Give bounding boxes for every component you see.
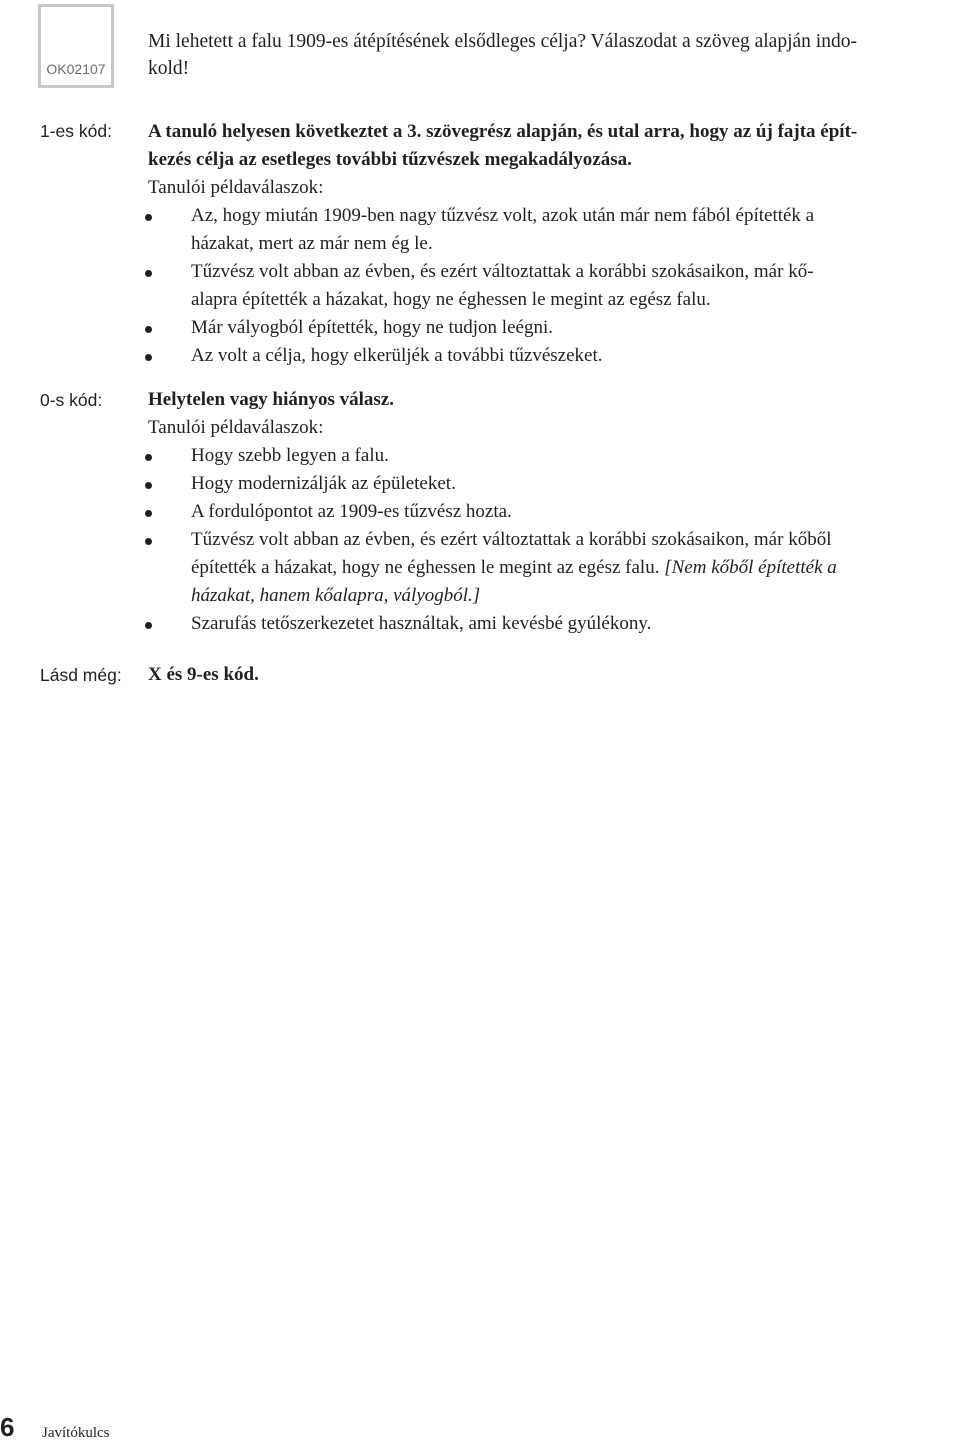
- bullet-icon: [145, 454, 152, 461]
- list-item: [148, 258, 956, 314]
- question-line: kold!: [148, 58, 190, 79]
- item-code: OK02107: [46, 61, 106, 77]
- example-text: Tűzvész volt abban az évben, és ezért változtattak a korábbi szokásaikon, már kőből: [191, 529, 832, 550]
- footer-title: Javítókulcs: [42, 1425, 110, 1441]
- list-item: [148, 202, 956, 258]
- code-1-description: A tanuló helyesen következtet a 3. szövegrész alapján, és utal arra, hogy az új fajta épít-: [148, 121, 858, 142]
- examples-heading: Tanulói példaválaszok:: [148, 177, 324, 198]
- item-code-box: [38, 4, 114, 88]
- example-text: Az volt a célja, hogy elkerüljék a további tűzvészeket.: [191, 345, 603, 366]
- code-0-label: 0-s kód:: [40, 390, 103, 410]
- bullet-icon: [145, 354, 152, 361]
- code-1-examples: [148, 202, 956, 370]
- list-item: [148, 314, 956, 342]
- example-text: Hogy szebb legyen a falu.: [191, 445, 389, 466]
- example-text: alapra építették a házakat, hogy ne éghessen le megint az egész falu.: [191, 289, 711, 310]
- code-0-section: [148, 386, 956, 638]
- code-1-description: kezés célja az esetleges további tűzvészek megakadályozása.: [148, 149, 632, 170]
- see-also-label: Lásd még:: [40, 665, 122, 685]
- example-text: Az, hogy miután 1909-ben nagy tűzvész volt, azok után már nem fából építették a: [191, 205, 815, 226]
- list-item: [148, 498, 956, 526]
- list-item: [148, 342, 956, 370]
- see-also-text: X és 9-es kód.: [148, 664, 259, 685]
- list-item: [148, 470, 956, 498]
- bullet-icon: [145, 538, 152, 545]
- page-number: 6: [0, 1412, 15, 1442]
- bullet-icon: [145, 510, 152, 517]
- example-text: Szarufás tetőszerkezetet használtak, ami kevésbé gyúlékony.: [191, 613, 652, 634]
- list-item: [148, 442, 956, 470]
- example-text-note: [Nem kőből építették a: [664, 557, 837, 578]
- list-item: [148, 526, 956, 610]
- bullet-icon: [145, 214, 152, 221]
- example-text-plain: építették a házakat, hogy ne éghessen le megint az egész falu.: [191, 557, 665, 578]
- example-text: házakat, mert az már nem ég le.: [191, 233, 433, 254]
- examples-heading: Tanulói példaválaszok:: [148, 417, 324, 438]
- example-text: Már vályogból építették, hogy ne tudjon leégni.: [191, 317, 553, 338]
- example-text: Tűzvész volt abban az évben, és ezért változtattak a korábbi szokásaikon, már kő-: [191, 261, 814, 282]
- bullet-icon: [145, 482, 152, 489]
- code-0-description: Helytelen vagy hiányos válasz.: [148, 389, 394, 410]
- bullet-icon: [145, 622, 152, 629]
- question-text: [148, 28, 956, 82]
- see-also-section: [148, 661, 956, 689]
- question-line: Mi lehetett a falu 1909-es átépítésének elsődleges célja? Válaszodat a szöveg alapján indo-: [148, 31, 857, 52]
- example-text-note: házakat, hanem kőalapra, vályogból.]: [191, 585, 481, 606]
- example-text: A fordulópontot az 1909-es tűzvész hozta.: [191, 501, 512, 522]
- list-item: [148, 610, 956, 638]
- code-0-examples: [148, 442, 956, 638]
- example-text: [191, 554, 956, 582]
- example-text: Hogy modernizálják az épületeket.: [191, 473, 456, 494]
- code-1-section: [148, 118, 956, 370]
- bullet-icon: [145, 270, 152, 277]
- bullet-icon: [145, 326, 152, 333]
- code-1-label: 1-es kód:: [40, 121, 112, 141]
